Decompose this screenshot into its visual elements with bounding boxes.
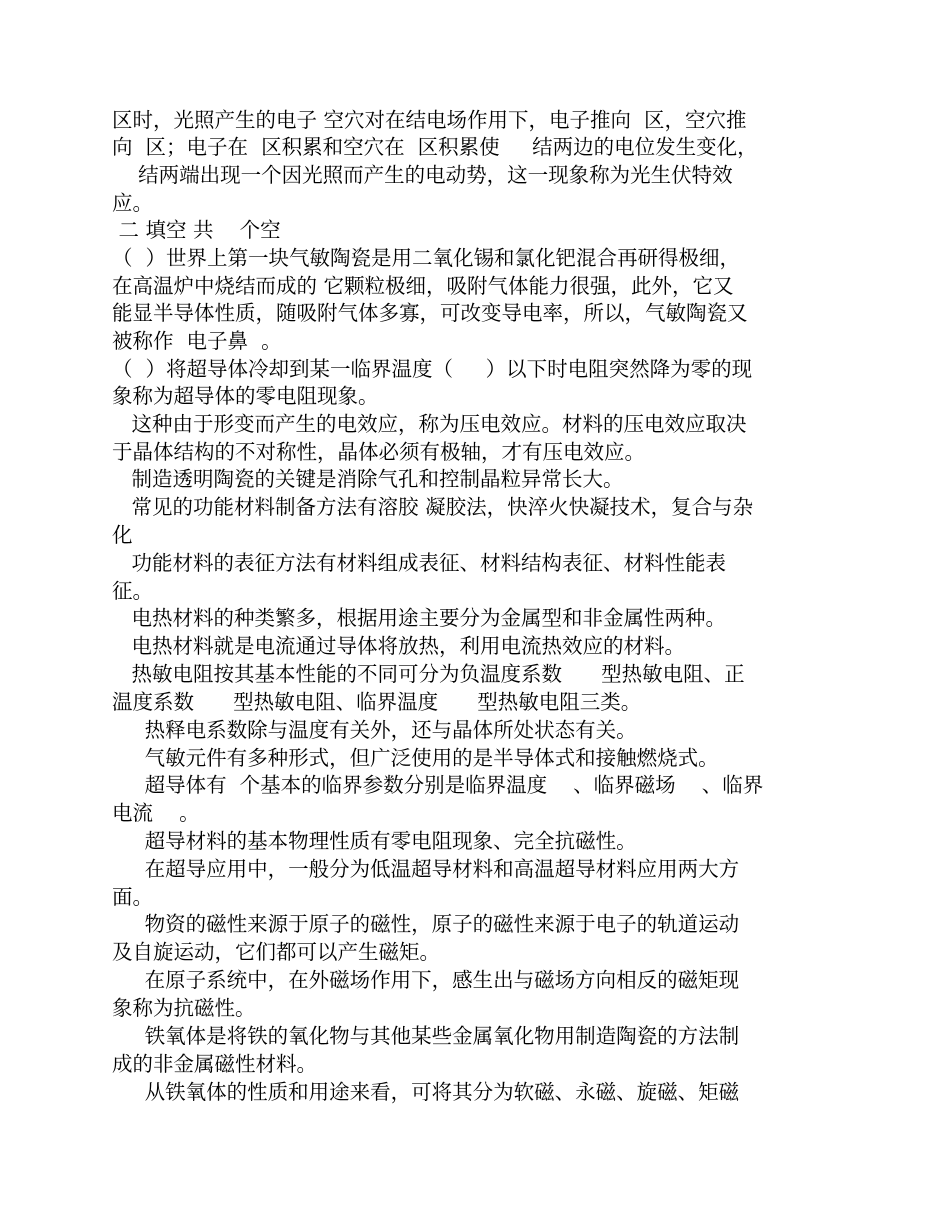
text-line: 热敏电阻按其基本性能的不同可分为负温度系数 型热敏电阻、正 bbox=[112, 662, 745, 686]
text-line: 向 区；电子在 区积累和空穴在 区积累使 结两边的电位发生变化， bbox=[112, 135, 758, 159]
text-line: 超导体有 个基本的临界参数分别是临界温度 、临界磁场 、临界 bbox=[112, 773, 764, 797]
text-line: 电热材料就是电流通过导体将放热，利用电流热效应的材料。 bbox=[112, 634, 686, 658]
text-line: 温度系数 型热敏电阻、临界温度 型热敏电阻三类。 bbox=[112, 690, 642, 714]
text-line: 制造透明陶瓷的关键是消除气孔和控制晶粒异常长大。 bbox=[112, 467, 624, 491]
text-line: 物资的磁性来源于原子的磁性，原子的磁性来源于电子的轨道运动 bbox=[112, 912, 740, 936]
text-line: 常见的功能材料制备方法有溶胶 凝胶法，快淬火快凝技术，复合与杂 bbox=[112, 495, 754, 519]
text-line: 结两端出现一个因光照而产生的电动势，这一现象称为光生伏特效 bbox=[112, 163, 733, 187]
text-line: 这种由于形变而产生的电效应，称为压电效应。材料的压电效应取决 bbox=[112, 412, 747, 436]
text-line: 能显半导体性质，随吸附气体多寡，可改变导电率，所以，气敏陶瓷又 bbox=[112, 301, 748, 325]
text-line: 象称为超导体的零电阻现象。 bbox=[112, 384, 379, 408]
text-line: 在原子系统中，在外磁场作用下，感生出与磁场方向相反的磁矩现 bbox=[112, 968, 740, 992]
text-line: 于晶体结构的不对称性，晶体必须有极轴，才有压电效应。 bbox=[112, 440, 645, 464]
text-line: 化 bbox=[112, 523, 133, 547]
text-line: 在超导应用中，一般分为低温超导材料和高温超导材料应用两大方 bbox=[112, 857, 740, 881]
text-line: 象称为抗磁性。 bbox=[112, 996, 256, 1020]
text-line: 超导材料的基本物理性质有零电阻现象、完全抗磁性。 bbox=[112, 829, 637, 853]
text-line: 征。 bbox=[112, 579, 153, 603]
text-line: 铁氧体是将铁的氧化物与其他某些金属氧化物用制造陶瓷的方法制 bbox=[112, 1024, 740, 1048]
text-line: 热释电系数除与温度有关外，还与晶体所处状态有关。 bbox=[112, 718, 637, 742]
text-line: 应。 bbox=[112, 191, 153, 215]
text-line: 电流 。 bbox=[112, 801, 200, 825]
text-line: 从铁氧体的性质和用途来看，可将其分为软磁、永磁、旋磁、矩磁 bbox=[112, 1080, 740, 1104]
text-line: 电热材料的种类繁多，根据用途主要分为金属型和非金属性两种。 bbox=[112, 606, 727, 630]
text-line: （ ）将超导体冷却到某一临界温度（ ）以下时电阻突然降为零的现 bbox=[112, 357, 753, 381]
text-line: 面。 bbox=[112, 885, 153, 909]
text-line: 被称作 电子鼻 。 bbox=[112, 329, 282, 353]
text-line: 功能材料的表征方法有材料组成表征、材料结构表征、材料性能表 bbox=[112, 551, 727, 575]
text-line: 成的非金属磁性材料。 bbox=[112, 1052, 317, 1076]
text-line: 区时，光照产生的电子 空穴对在结电场作用下，电子推向 区，空穴推 bbox=[112, 108, 747, 132]
text-line: 气敏元件有多种形式，但广泛使用的是半导体式和接触燃烧式。 bbox=[112, 746, 719, 770]
text-line: 及自旋运动，它们都可以产生磁矩。 bbox=[112, 940, 440, 964]
text-line: 在高温炉中烧结而成的 它颗粒极细，吸附气体能力很强，此外，它又 bbox=[112, 274, 734, 298]
text-line: （ ）世界上第一块气敏陶瓷是用二氧化锡和氯化钯混合再研得极细， bbox=[112, 246, 741, 270]
section-heading: 二 填空 共 个空 bbox=[112, 218, 281, 242]
